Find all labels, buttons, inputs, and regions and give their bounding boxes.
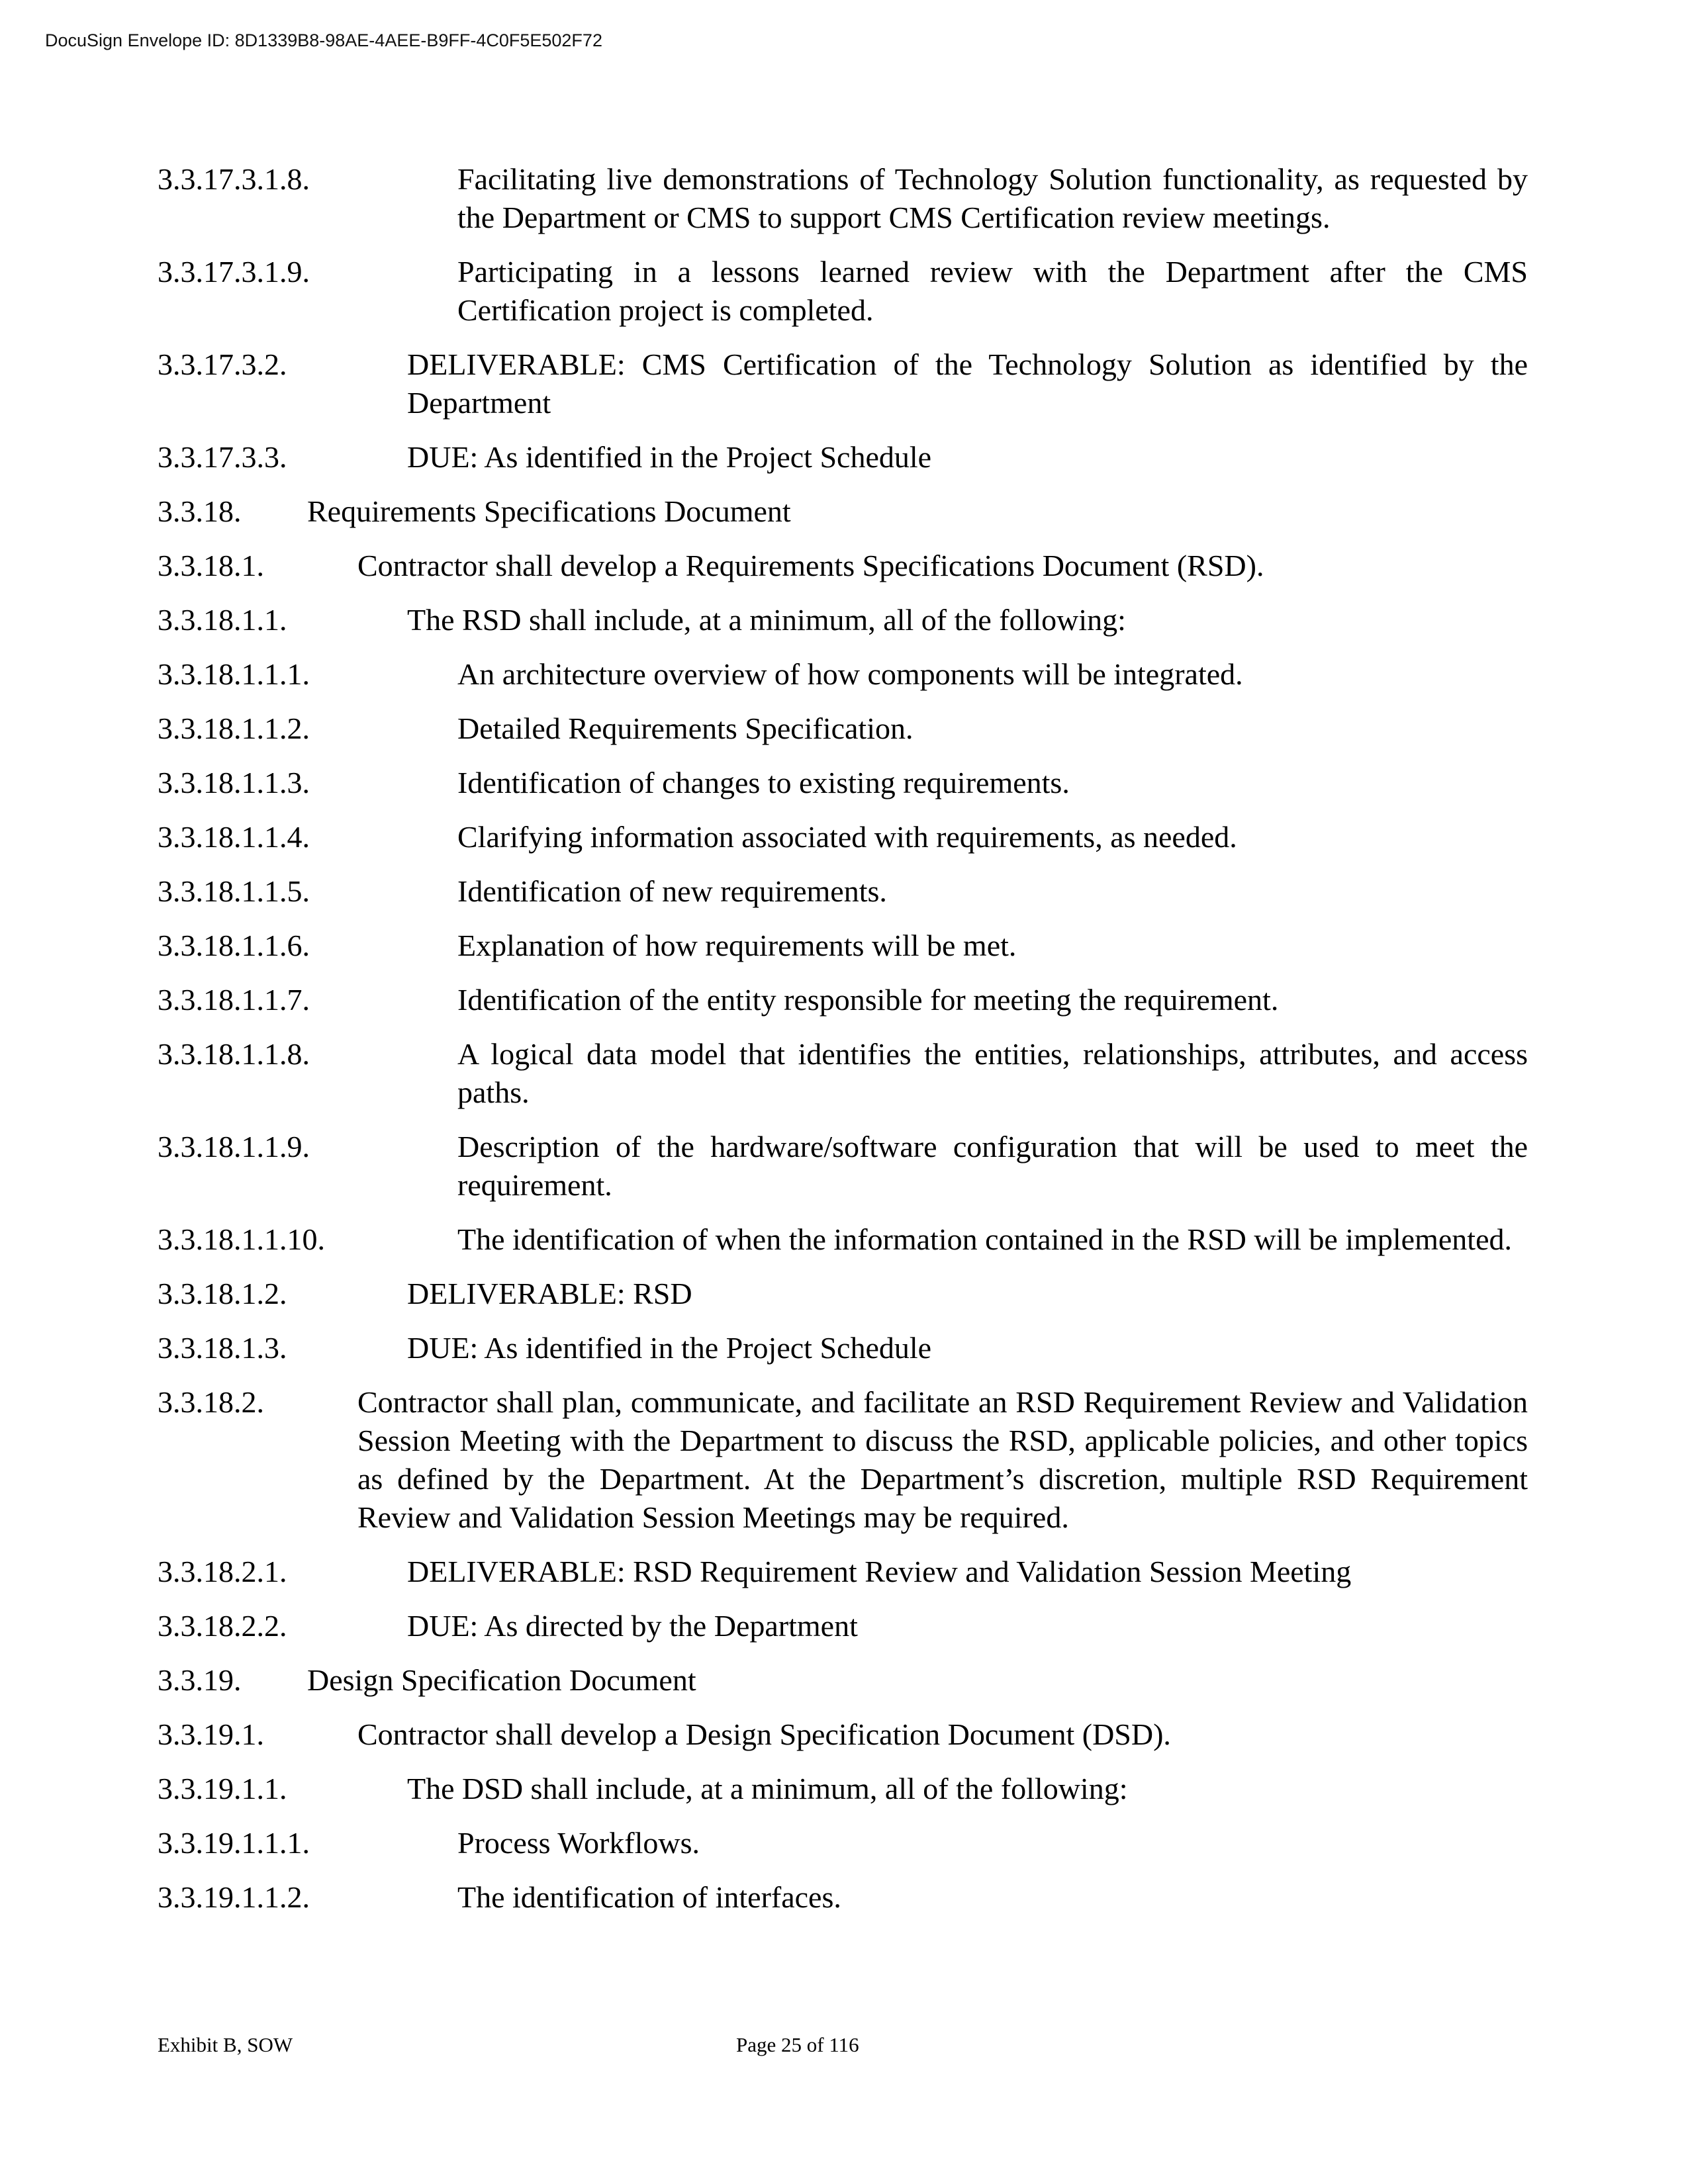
- section-number: 3.3.18.1.1.6.: [158, 929, 310, 962]
- section-text: An architecture overview of how components will be integrated.: [457, 657, 1243, 691]
- section-number: 3.3.18.1.2.: [158, 1277, 287, 1310]
- section-number: 3.3.18.1.1.1.: [158, 657, 310, 691]
- section-number: 3.3.17.3.3.: [158, 440, 287, 474]
- section-number: 3.3.18.1.1.3.: [158, 766, 310, 799]
- list-item: [158, 1035, 1528, 1112]
- list-item: [158, 655, 1528, 694]
- section-number: 3.3.17.3.2.: [158, 347, 287, 381]
- list-item: [158, 160, 1528, 237]
- section-text: Identification of changes to existing requirements.: [457, 766, 1070, 799]
- section-text: Requirements Specifications Document: [307, 494, 791, 528]
- list-item: [158, 1383, 1528, 1537]
- section-text: DUE: As identified in the Project Schedule: [407, 440, 932, 474]
- list-item: [158, 1715, 1528, 1754]
- section-number: 3.3.18.2.: [158, 1385, 264, 1419]
- section-text: DELIVERABLE: RSD: [407, 1277, 692, 1310]
- list-item: [158, 1770, 1528, 1808]
- section-number: 3.3.18.2.1.: [158, 1555, 287, 1588]
- section-text: DELIVERABLE: RSD Requirement Review and Validation Session Meeting: [407, 1555, 1352, 1588]
- list-item: [158, 253, 1528, 330]
- section-number: 3.3.18.1.1.10.: [158, 1222, 325, 1256]
- list-item: [158, 345, 1528, 422]
- list-item: [158, 1329, 1528, 1367]
- document-body: [158, 160, 1528, 1933]
- list-item: [158, 709, 1528, 748]
- section-text: A logical data model that identifies the entities, relationships, attributes, and access paths.: [457, 1037, 1528, 1109]
- section-heading: [158, 492, 1528, 531]
- section-number: 3.3.19.1.1.2.: [158, 1880, 310, 1914]
- list-item: [158, 1275, 1528, 1313]
- section-text: The identification of interfaces.: [457, 1880, 841, 1914]
- list-item: [158, 818, 1528, 856]
- section-text: Contractor shall plan, communicate, and facilitate an RSD Requirement Review and Validation Session Meeting with the Department to discuss the RSD, applicable policies, and other topics as defined by the Department. At the Department’s discretion, multiple RSD Requirement Review and Validation Session Meetings may be required.: [357, 1385, 1528, 1534]
- section-text: The identification of when the information contained in the RSD will be implemented.: [457, 1222, 1512, 1256]
- section-text: DUE: As directed by the Department: [407, 1609, 858, 1643]
- list-item: [158, 1824, 1528, 1862]
- list-item: [158, 927, 1528, 965]
- section-number: 3.3.18.1.: [158, 549, 264, 582]
- section-text: Contractor shall develop a Design Specification Document (DSD).: [357, 1717, 1171, 1751]
- section-text: DUE: As identified in the Project Schedule: [407, 1331, 932, 1365]
- section-text: Participating in a lessons learned review with the Department after the CMS Certification project is completed.: [457, 255, 1528, 327]
- list-item: [158, 438, 1528, 477]
- list-item: [158, 547, 1528, 585]
- section-number: 3.3.18.1.1.4.: [158, 820, 310, 854]
- section-text: Contractor shall develop a Requirements Specifications Document (RSD).: [357, 549, 1264, 582]
- section-text: DELIVERABLE: CMS Certification of the Technology Solution as identified by the Department: [407, 347, 1528, 420]
- list-item: [158, 1220, 1528, 1259]
- section-text: Facilitating live demonstrations of Technology Solution functionality, as requested by the Department or CMS to support CMS Certification review meetings.: [457, 162, 1528, 234]
- section-number: 3.3.19.1.1.: [158, 1772, 287, 1805]
- list-item: [158, 1607, 1528, 1645]
- section-number: 3.3.18.1.1.2.: [158, 711, 310, 745]
- section-number: 3.3.19.1.: [158, 1717, 264, 1751]
- footer-page-number: Page 25 of 116: [736, 2033, 859, 2056]
- section-text: Identification of the entity responsible for meeting the requirement.: [457, 983, 1279, 1017]
- section-text: Description of the hardware/software configuration that will be used to meet the requirement.: [457, 1130, 1528, 1202]
- list-item: [158, 1553, 1528, 1591]
- section-number: 3.3.18.1.1.9.: [158, 1130, 310, 1163]
- section-text: Detailed Requirements Specification.: [457, 711, 914, 745]
- section-text: The DSD shall include, at a minimum, all of the following:: [407, 1772, 1128, 1805]
- section-text: Identification of new requirements.: [457, 874, 887, 908]
- list-item: [158, 981, 1528, 1019]
- section-text: The RSD shall include, at a minimum, all of the following:: [407, 603, 1126, 637]
- envelope-id: DocuSign Envelope ID: 8D1339B8-98AE-4AEE-B9FF-4C0F5E502F72: [45, 30, 602, 50]
- list-item: [158, 1128, 1528, 1205]
- section-heading: [158, 1661, 1528, 1700]
- section-text: Design Specification Document: [307, 1663, 696, 1697]
- section-text: Process Workflows.: [457, 1826, 700, 1860]
- list-item: [158, 764, 1528, 802]
- list-item: [158, 1878, 1528, 1917]
- section-text: Clarifying information associated with requirements, as needed.: [457, 820, 1237, 854]
- section-number: 3.3.17.3.1.8.: [158, 162, 310, 196]
- section-number: 3.3.19.: [158, 1663, 242, 1697]
- section-number: 3.3.18.1.1.7.: [158, 983, 310, 1017]
- list-item: [158, 601, 1528, 639]
- section-number: 3.3.18.: [158, 494, 242, 528]
- section-number: 3.3.19.1.1.1.: [158, 1826, 310, 1860]
- section-number: 3.3.18.1.1.: [158, 603, 287, 637]
- section-number: 3.3.18.1.3.: [158, 1331, 287, 1365]
- footer-exhibit-label: Exhibit B, SOW: [158, 2033, 293, 2056]
- section-text: Explanation of how requirements will be met.: [457, 929, 1017, 962]
- list-item: [158, 872, 1528, 911]
- section-number: 3.3.18.1.1.5.: [158, 874, 310, 908]
- section-number: 3.3.18.1.1.8.: [158, 1037, 310, 1071]
- section-number: 3.3.18.2.2.: [158, 1609, 287, 1643]
- section-number: 3.3.17.3.1.9.: [158, 255, 310, 289]
